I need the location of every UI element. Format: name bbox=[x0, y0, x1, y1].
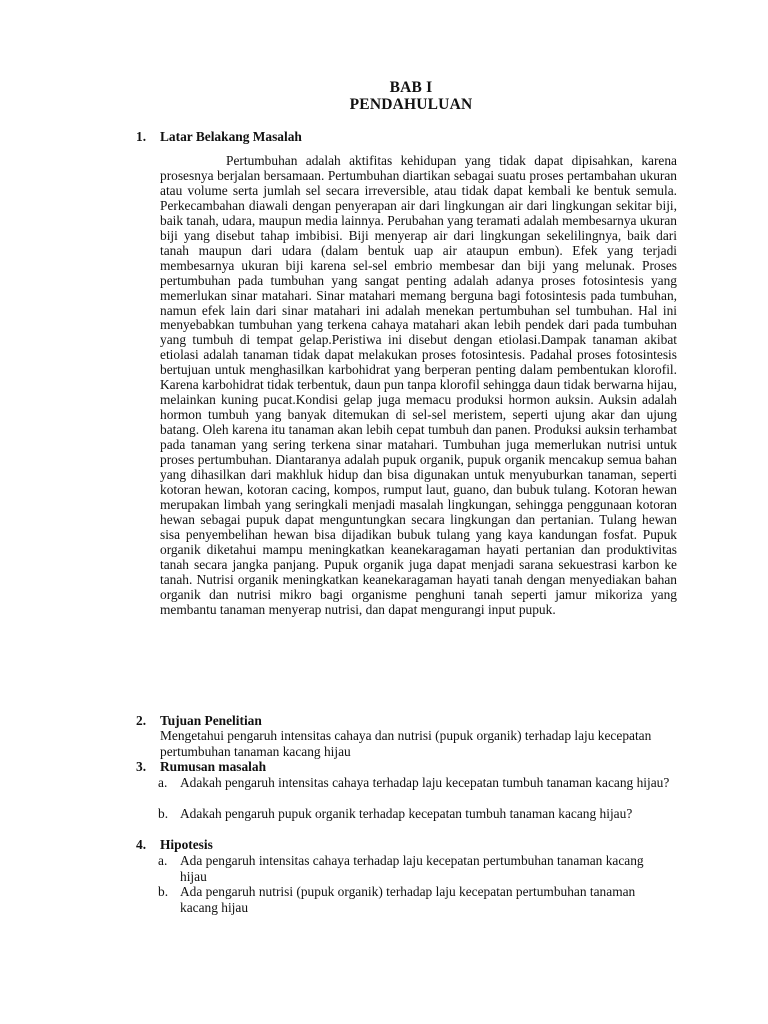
item-text: Ada pengaruh intensitas cahaya terhadap laju kecepatan pertumbuhan tanaman kacang hijau bbox=[180, 853, 644, 884]
item-label: a. bbox=[158, 853, 168, 868]
background-paragraph bbox=[160, 154, 677, 618]
chapter-title: PENDAHULUAN bbox=[349, 96, 473, 113]
item-text: Adakah pengaruh intensitas cahaya terhadap laju kecepatan tumbuh tanaman kacang hijau? bbox=[180, 775, 670, 790]
section-3-number: 3. bbox=[136, 759, 147, 774]
item-text: Adakah pengaruh pupuk organik terhadap kecepatan tumbuh tanaman kacang hijau? bbox=[180, 806, 633, 821]
item-label: b. bbox=[158, 884, 169, 899]
section-2-heading: Tujuan Penelitian bbox=[160, 713, 262, 728]
item-label: b. bbox=[158, 806, 169, 821]
section-4-heading: Hipotesis bbox=[160, 837, 213, 852]
item-label: a. bbox=[158, 775, 168, 790]
objective-text: Mengetahui pengaruh intensitas cahaya dan nutrisi (pupuk organik) terhadap laju kecepatan pertumbuhan tanaman kacang hijau bbox=[160, 728, 652, 759]
section-3-heading: Rumusan masalah bbox=[160, 759, 267, 774]
section-4-number: 4. bbox=[136, 837, 147, 852]
section-2-number: 2. bbox=[136, 713, 147, 728]
item-text: Ada pengaruh nutrisi (pupuk organik) terhadap laju kecepatan pertumbuhan tanaman kacang hijau bbox=[180, 884, 636, 915]
chapter-label: BAB I bbox=[389, 79, 433, 96]
background-text: Pertumbuhan adalah aktifitas kehidupan yang tidak dapat dipisahkan, karena prosesnya berjalan bersamaan. Pertumbuhan diartikan sebagai suatu proses pertambahan ukuran atau volume serta jumlah sel secara irreversible, atau tidak dapat kembali ke bentuk semula. Perkecambahan diawali dengan penyerapan air dari lingkungan air dari lingkungan sekitar biji, baik tanah, udara, maupun media lainnya. Perubahan yang teramati adalah membesarnya ukuran biji yang disebut tahap imbibisi. Biji menyerap air dari lingkungan sekelilingnya, baik dari tanah maupun dari udara (dalam bentuk uap air ataupun embun). Efek yang terjadi membesarnya ukuran biji karena sel-sel embrio membesar dan biji yang melunak. Proses pertumbuhan pada tumbuhan yang sangat penting adalah adanya proses fotosintesis yang memerlukan sinar matahari. Sinar matahari memang berguna bagi fotosintesis pada tumbuhan, namun efek lain dari sinar matahari ini adalah menekan pertumbuhan sel tumbuhan. Hal ini menyebabkan tumbuhan yang terkena cahaya matahari akan lebih pendek dari pada tumbuhan yang tumbuh di tempat gelap.Peristiwa ini disebut dengan etiolasi.Dampak tanaman akibat etiolasi adalah tanaman tidak dapat melakukan proses fotosintesis. Padahal proses fotosintesis bertujuan untuk menghasilkan karbohidrat yang berperan penting dalam pembentukan klorofil. Karena karbohidrat tidak terbentuk, daun pun tanpa klorofil sehingga daun tidak berwarna hijau, melainkan kuning pucat.Kondisi gelap juga memacu produksi hormon auksin. Auksin adalah hormon tumbuh yang banyak ditemukan di sel-sel meristem, seperti ujung akar dan ujung batang. Oleh karena itu tanaman akan lebih cepat tumbuh dan panen. Produksi auksin terhambat pada tanaman yang sering terkena sinar matahari. Tumbuhan juga memerlukan nutrisi untuk proses pertumbuhan. Diantaranya adalah pupuk organik, pupuk organik mencakup semua bahan yang dihasilkan dari makhluk hidup dan bisa digunakan untuk menyuburkan tanaman, seperti kotoran hewan, kotoran cacing, kompos, rumput laut, guano, dan bubuk tulang. Kotoran hewan merupakan limbah yang seringkali menjadi masalah lingkungan, sehingga penggunaan kotoran hewan sebagai pupuk dapat menguntungkan secara lingkungan dan pertanian. Tulang hewan sisa penyembelihan hewan bisa dijadikan bubuk tulang yang kaya kandungan fosfat. Pupuk organik diketahui mampu meningkatkan keanekaragaman hayati pertanian dan produktivitas tanah secara jangka panjang. Pupuk organik juga dapat menjadi sarana sekuestrasi karbon ke tanah. Nutrisi organik meningkatkan keanekaragaman hayati tanah dengan menyediakan bahan organik dan nutrisi mikro bagi organisme penghuni tanah seperti jamur mikoriza yang membantu tanaman menyerap nutrisi, dan dapat mengurangi input pupuk. bbox=[160, 153, 677, 617]
section-1-heading: Latar Belakang Masalah bbox=[160, 129, 302, 144]
section-1-number: 1. bbox=[136, 129, 147, 144]
